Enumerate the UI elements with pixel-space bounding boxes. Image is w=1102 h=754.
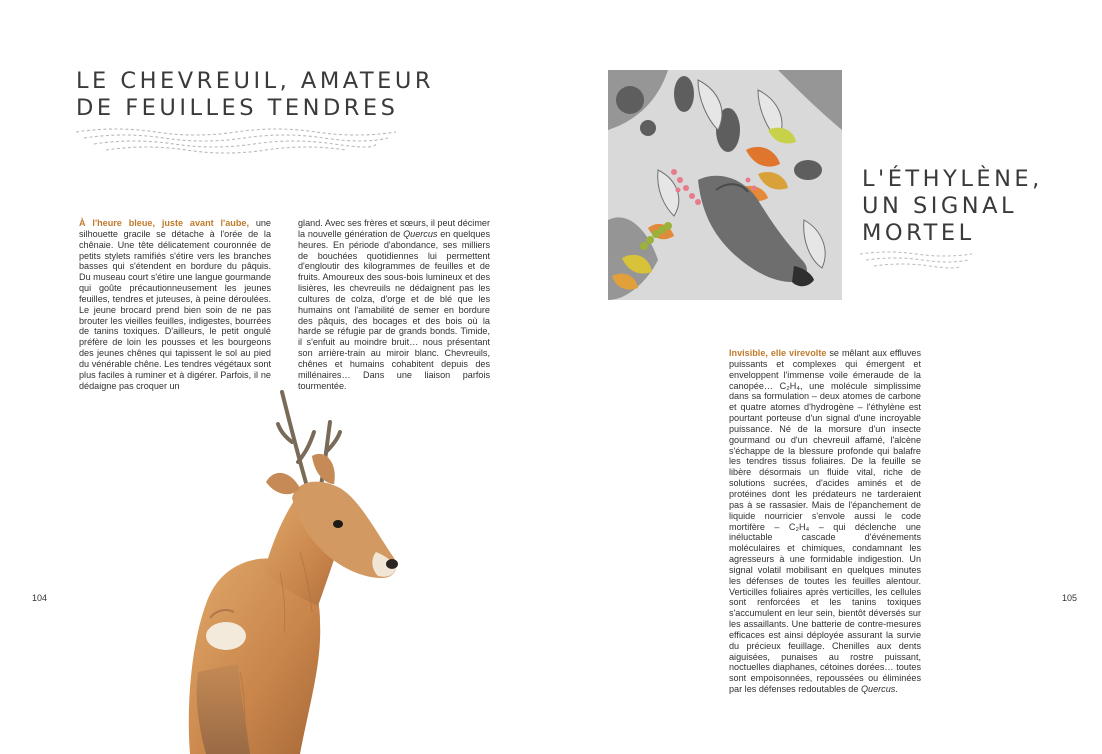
title-wave-ornament-left [76,126,396,158]
body-column-3 [729,348,921,695]
column-3-text-1: se mêlant aux effluves puissants et complexes qui émergent et enveloppent l'immense voile émeraude de la canopée… [729,348,922,391]
oak-leaves-illustration [608,70,842,300]
column-1-text: une silhouette gracile se détache à l'orée de la chênaie. Une tête délicatement couronnée de petits stylets ramifiés s'étire vers les branches basses qui s'étendent en bordure du pâquis. Du museau court s'étire une langue gourmande qui goûte précautionneusement les jeunes feuilles, tendres et juteuses, à peine déroulées. Le jeune brocard prend bien soin de ne pas brouter les vieilles feuilles, indigestes, bourrées de tanins toxiques. D'ailleurs, le petit ongulé préfère de loin les pousses et les bourgeons des jeunes chênes qui tapissent le sol au pied du vénérable chêne. Les tendres végétaux sont plus faciles à ruminer et à digérer. Parfois, il ne dédaigne pas croquer un [79,218,271,391]
left-title-line-1: LE CHEVREUIL, AMATEUR [76,68,434,94]
left-title-line-2: DE FEUILLES TENDRES [76,95,399,121]
column-2-text-b: en quelques heures. En période d'abondance, ses milliers de bouchées quotidiennes lui permettent d'engloutir des kilogrammes de feuilles et de fruits. Amoureux des sous-bois lumineux et des lisières, les chevreuils ne dédaignent pas les cultures de colza, d'orge et de blé que les humains ont l'amabilité de semer en bordure des pâquis, des bocages et des bois où la harde se réfugie par de grands bonds. Timide, il s'enfuit au moindre bruit… nous présentant son arrière-train au miroir blanc. Chevreuils, chênes et humains cohabitent depuis des millénaires… Dans une liaison parfois tourmentée. [298,228,490,391]
right-page-title [862,166,1043,247]
column-3-italic: Quercus [860,684,896,695]
deer-eye [333,520,343,528]
right-title-line-3: MORTEL [862,220,975,246]
page-number-left: 104 [32,593,48,603]
body-column-2 [298,218,490,392]
deer-ear-right [312,454,335,484]
column-3-text-2: , une molécule simplissime dans sa formulation – deux atomes de carbone et quatre atomes d'hydrogène – l'éthylène est pourtant porteuse d'un signal d'une incroyable puissance. Né de la morsure d'un insecte gourmand ou d'un chevreuil affamé, l'alcène s'échappe de la blessure profonde qui balafre les tendres tissus foliaires. De la feuille se libère désormais un fluide vital, riche de solutions sucrées, d'acides aminés et de protéines dont les prédateurs ne tarderaient pas à se rassasier. Mais de l'épanchement de liquide nourricier s'envole aussi le code mortifère – [729,380,921,532]
formula-1: C₂H₄ [779,380,801,391]
body-column-1 [79,218,271,392]
column-2-text-a: gland. Avec ses frères et sœurs, il peut décimer la nouvelle génération de [298,218,490,239]
column-3-text-3: – qui déclenche une inéluctable cascade d'événements moléculaires et chimiques, condamnant les agresseurs à une formidable indigestion. Un signal volatil mobilisant en quelques minutes les défenses de toutes les feuilles alentour. Verticilles foliaires après verticilles, les cellules sont renforcées et les tanins toxiques s'accumulent en leur sein, bientôt déversés sur les assaillants. Une batterie de contre-mesures efficaces est ainsi déployée assurant la survie du précieux feuillage. Chenilles aux dents aiguisées, punaises au rostre puissant, noctuelles diaphanes, cétoines dorées… toutes sont empoisonnées, repoussées ou éliminées par les défenses redoutables de [729,521,921,695]
column-3-end: . [895,684,898,695]
left-page-title [76,68,434,122]
rump-patch [206,622,246,650]
lead-in-text-right: Invisible, elle virevolte [729,348,827,358]
roe-deer-illustration [180,372,412,754]
deer-ear-left [266,473,300,494]
title-wave-ornament-right [860,250,972,274]
column-2-italic: Quercus [403,228,438,239]
right-title-line-1: L'ÉTHYLÈNE, [862,166,1043,192]
lead-in-text: À l'heure bleue, juste avant l'aube, [79,218,249,228]
page-number-right: 105 [1062,593,1078,603]
formula-2: C₂H₄ [788,521,810,532]
right-title-line-2: UN SIGNAL [862,193,1018,219]
